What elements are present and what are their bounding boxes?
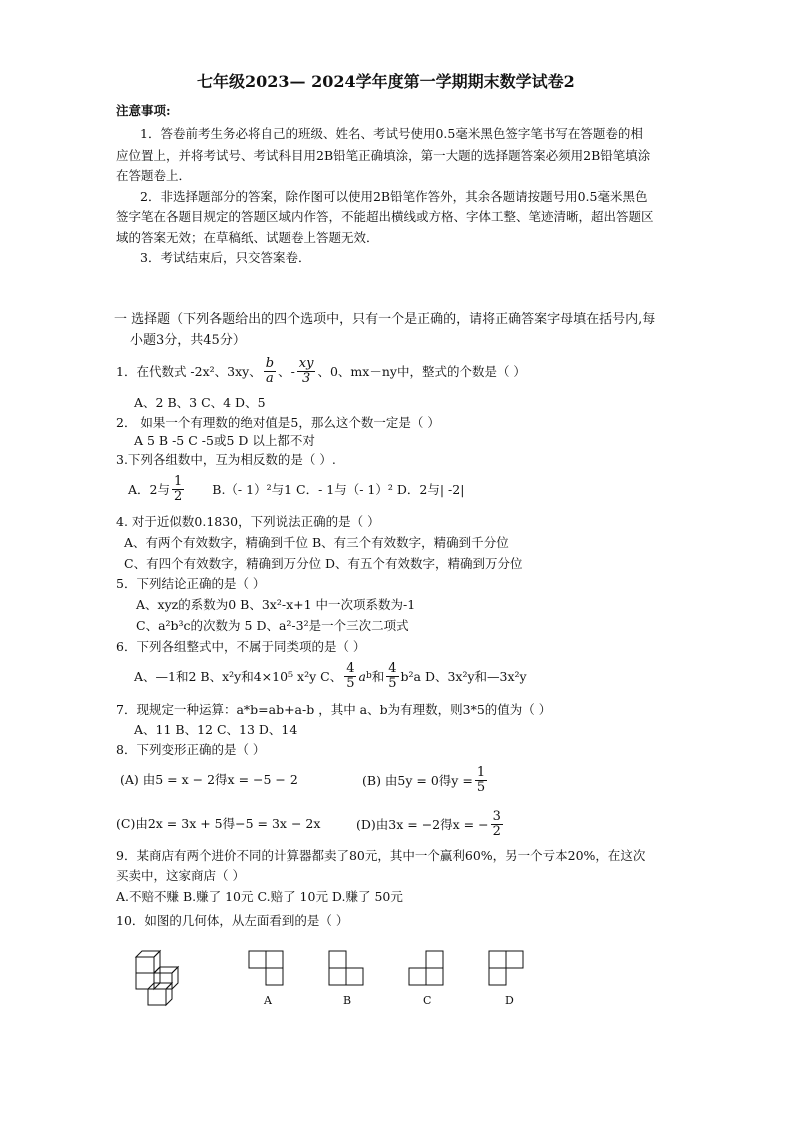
question-8-option-b — [362, 762, 489, 798]
q6-fraction-2 — [386, 662, 398, 690]
section-heading-line-1: 一 选择题（下列各题给出的四个选项中，只有一个是正确的，请将正确答案字母填在括号内,每 — [114, 312, 656, 327]
q8-option-d-den: 2 — [492, 823, 501, 839]
question-7-stem: 7．现规定一种运算：a*b=ab+a-b ，其中 a、b为有理数，则3*5的值为（ ） — [116, 702, 552, 717]
question-4-stem: 4. 对于近似数0.1830，下列说法正确的是（ ） — [116, 514, 380, 529]
question-9-options: A.不赔不赚 B.赚了 10元 C.赔了 10元 D.赚了 50元 — [116, 889, 403, 904]
question-1-stem — [116, 352, 526, 390]
q1-text-pre: 1．在代数式 -2x²、3xy、 — [116, 363, 262, 379]
q3-fraction-den: 2 — [173, 488, 183, 504]
option-b-label: B — [343, 994, 352, 1007]
question-3-options — [128, 471, 464, 507]
q6-and: 和 — [371, 668, 385, 684]
q1-fraction-1-den: a — [266, 370, 274, 386]
question-4-options-cd: C、有四个有效数字，精确到万分位 D、有五个有效数字，精确到万分位 — [124, 556, 523, 571]
q3-option-a: A．2与 — [128, 481, 170, 497]
q6-fraction-1-den: 5 — [346, 675, 355, 691]
question-3-stem: 3.下列各组数中，互为相反数的是（ ）. — [116, 452, 336, 467]
question-8-option-d — [356, 804, 505, 844]
question-6-stem: 6．下列各组整式中，不属于同类项的是（ ） — [116, 639, 366, 654]
question-5-stem: 5．下列结论正确的是（ ） — [116, 576, 266, 591]
q3-options-rest: B.（- 1）²与1 C．- 1与（- 1）² D．2与| -2| — [212, 481, 465, 497]
q8-option-b-num: 1 — [476, 764, 486, 780]
note-2-line-1: 2．非选择题部分的答案，除作图可以使用2B铅笔作答外，其余各题请按题号用0.5毫米黑色 — [140, 189, 648, 204]
q1-fraction-1-num: b — [265, 355, 275, 371]
note-2-line-2: 签字笔在各题目规定的答题区域内作答，不能超出横线或方格、字体工整、笔迹清晰，超出答题区 — [116, 209, 654, 224]
option-d-figure — [488, 950, 528, 990]
q8-option-b-text: (B) 由5y = 0得y = — [362, 772, 473, 788]
question-8-option-c: (C)由2x = 3x + 5得−5 = 3x − 2x — [116, 816, 321, 831]
q6-fraction-2-num: 4 — [388, 660, 397, 676]
q1-fraction-2-num: xy — [298, 355, 314, 371]
q8-option-b-den: 5 — [476, 779, 486, 795]
question-7-options: A、11 B、12 C、13 D、14 — [134, 722, 298, 737]
option-c-label: C — [423, 994, 432, 1007]
q6-text-pre: A、—1和2 B、x²y和4×10⁵ x²y C、 — [134, 668, 343, 684]
option-c-figure — [408, 950, 448, 990]
question-6-options — [134, 656, 527, 696]
q8-option-b-fraction — [475, 766, 487, 794]
q8-option-d-num: 3 — [492, 808, 501, 824]
q1-fraction-2 — [297, 357, 316, 385]
question-1-options: A、2 B、3 C、4 D、5 — [134, 395, 266, 410]
q1-fraction-1 — [264, 357, 276, 385]
question-5-options-cd: C、a²b³c的次数为 5 D、a²-3²是一个三次二项式 — [136, 618, 409, 633]
option-a-figure — [248, 950, 288, 990]
question-9-line-2: 买卖中，这家商店（ ） — [116, 868, 245, 883]
note-1-line-2: 应位置上，并将考试号、考试科目用2B铅笔正确填涂，第一大题的选择题答案必须用2B铅笔填涂 — [116, 148, 651, 163]
question-10-stem: 10．如图的几何体，从左面看到的是（ ） — [116, 913, 349, 928]
option-d-label: D — [505, 994, 514, 1007]
question-8-stem: 8．下列变形正确的是（ ） — [116, 742, 266, 757]
question-5-options-ab: A、xyz的系数为0 B、3x²-x+1 中一次项系数为-1 — [136, 597, 416, 612]
note-1-line-1: 1．答卷前考生务必将自己的班级、姓名、考试号使用0.5毫米黑色签字笔书写在答题卷的相 — [140, 126, 643, 141]
page-title: 七年级2023— 2024学年度第一学期期末数学试卷2 — [197, 72, 575, 91]
question-9-line-1: 9．某商店有两个进价不同的计算器都卖了80元，其中一个赢利60%，另一个亏本20%，在这次 — [116, 848, 646, 863]
q1-text-mid: 、- — [278, 363, 295, 379]
q8-option-d-text: (D)由3x = −2得x = − — [356, 816, 489, 832]
q1-text-post: 、0、mx－ny中，整式的个数是（ ） — [317, 363, 526, 379]
q3-fraction-num: 1 — [173, 473, 183, 489]
note-1-line-3: 在答题卷上． — [116, 168, 192, 183]
q6-sup-b: b — [365, 670, 372, 681]
q6-text-post: b²a D、3x²y和—3x²y — [400, 668, 527, 684]
q8-option-d-fraction — [491, 810, 503, 838]
note-2-line-3: 域的答案无效；在草稿纸、试题卷上答题无效． — [116, 230, 379, 245]
q6-fraction-1-num: 4 — [346, 660, 355, 676]
question-8-option-a: (A) 由5 = x − 2得x = −5 − 2 — [120, 772, 298, 787]
q1-fraction-2-den: 3 — [302, 370, 311, 386]
section-heading-line-2: 小题3分，共45分） — [130, 333, 246, 348]
question-4-options-ab: A、有两个有效数字，精确到千位 B、有三个有效数字，精确到千分位 — [124, 535, 509, 550]
q6-fraction-2-den: 5 — [388, 675, 397, 691]
option-b-figure — [328, 950, 368, 990]
question-2-options: A 5 B -5 C -5或5 D 以上都不对 — [134, 433, 315, 448]
notes-heading: 注意事项: — [116, 103, 171, 118]
note-3: 3．考试结束后，只交答案卷． — [140, 250, 311, 265]
q3-fraction — [172, 475, 184, 503]
option-a-label: A — [264, 994, 272, 1007]
q6-fraction-1 — [344, 662, 356, 690]
q6-var-a: a — [358, 668, 366, 684]
solid-figure — [130, 945, 200, 1011]
question-2-stem: 2． 如果一个有理数的绝对值是5，那么这个数一定是（ ） — [116, 415, 440, 430]
